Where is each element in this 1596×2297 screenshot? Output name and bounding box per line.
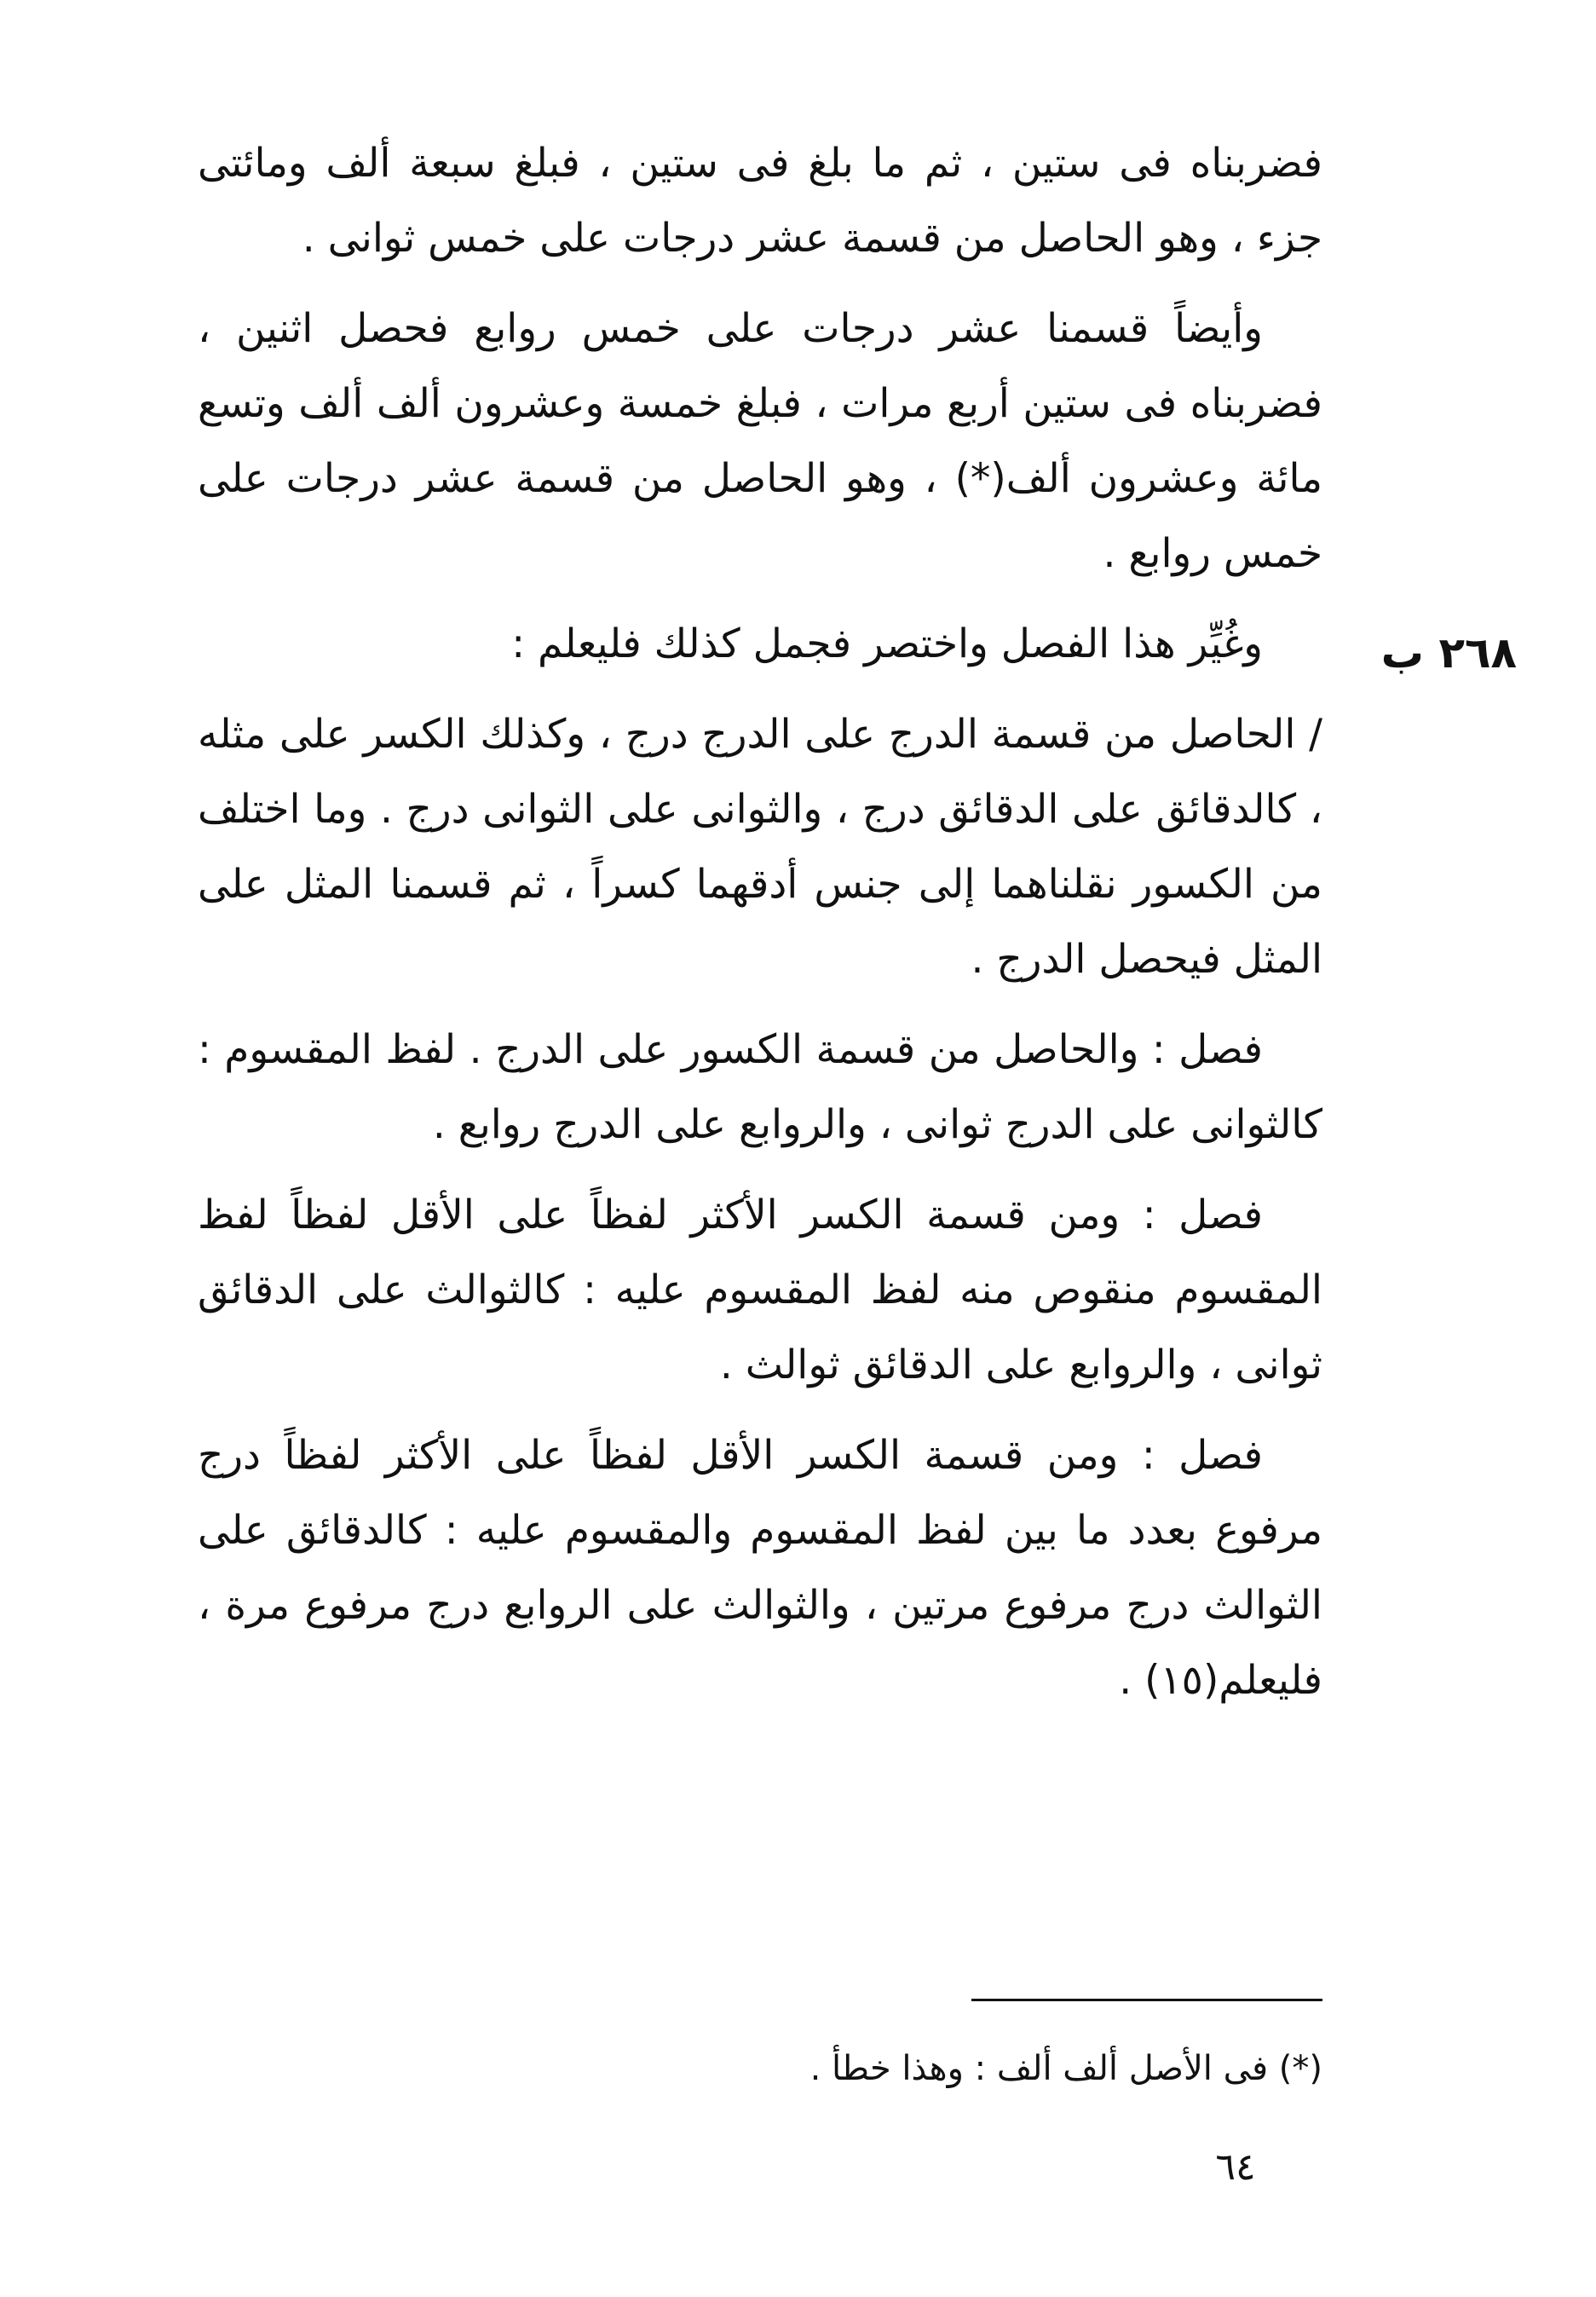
paragraph-3: وغُيِّر هذا الفصل واختصر فجمل كذلك فليعلم :: [511, 620, 1263, 667]
paragraph-2: وأيضاً قسمنا عشر درجات على خمس روابع فحصل اثنين ، فضربناه فى ستين أربع مرات ، فبلغ خمسة وعشرون ألف ألف وتسع مائة وعشرون ألف(*) ، وهو الحاصل من قسمة عشر درجات على خمس روابع .: [198, 305, 1322, 577]
paragraph-7: فصل : ومن قسمة الكسر الأقل لفظاً على الأكثر لفظاً درج مرفوع بعدد ما بين لفظ المقسوم والمقسوم عليه : كالدقائق على الثوالث درج مرفوع مرتين ، والثوالث على الروابع درج مرفوع مرة ، فليعلم(١٥) .: [198, 1432, 1322, 1704]
page-number: ٦٤: [1215, 2145, 1256, 2189]
footnote-divider: [971, 1999, 1322, 2001]
margin-folio-reference: ٢٦٨ ب: [1380, 628, 1517, 678]
paragraph-4: / الحاصل من قسمة الدرج على الدرج درج ، وكذلك الكسر على مثله ، كالدقائق على الدقائق درج ، والثوانى على الثوانى درج . وما اختلف من الكسور نقلناهما إلى جنس أدقهما كسراً ، ثم قسمنا المثل على المثل فيحصل الدرج .: [198, 711, 1322, 983]
footnote: (*) فى الأصل ألف ألف : وهذا خطأ .: [810, 2049, 1322, 2088]
paragraph-6: فصل : ومن قسمة الكسر الأكثر لفظاً على الأقل لفظاً لفظ المقسوم منقوص منه لفظ المقسوم عليه : كالثوالث على الدقائق ثوانى ، والروابع على الدقائق ثوالث .: [198, 1192, 1322, 1388]
main-text: [198, 126, 1322, 1734]
paragraph-1: فضربناه فى ستين ، ثم ما بلغ فى ستين ، فبلغ سبعة ألف ومائتى جزء ، وهو الحاصل من قسمة عشر درجات على خمس ثوانى .: [198, 140, 1322, 262]
paragraph-5: فصل : والحاصل من قسمة الكسور على الدرج . لفظ المقسوم : كالثوانى على الدرج ثوانى ، والروابع على الدرج روابع .: [198, 1026, 1322, 1148]
